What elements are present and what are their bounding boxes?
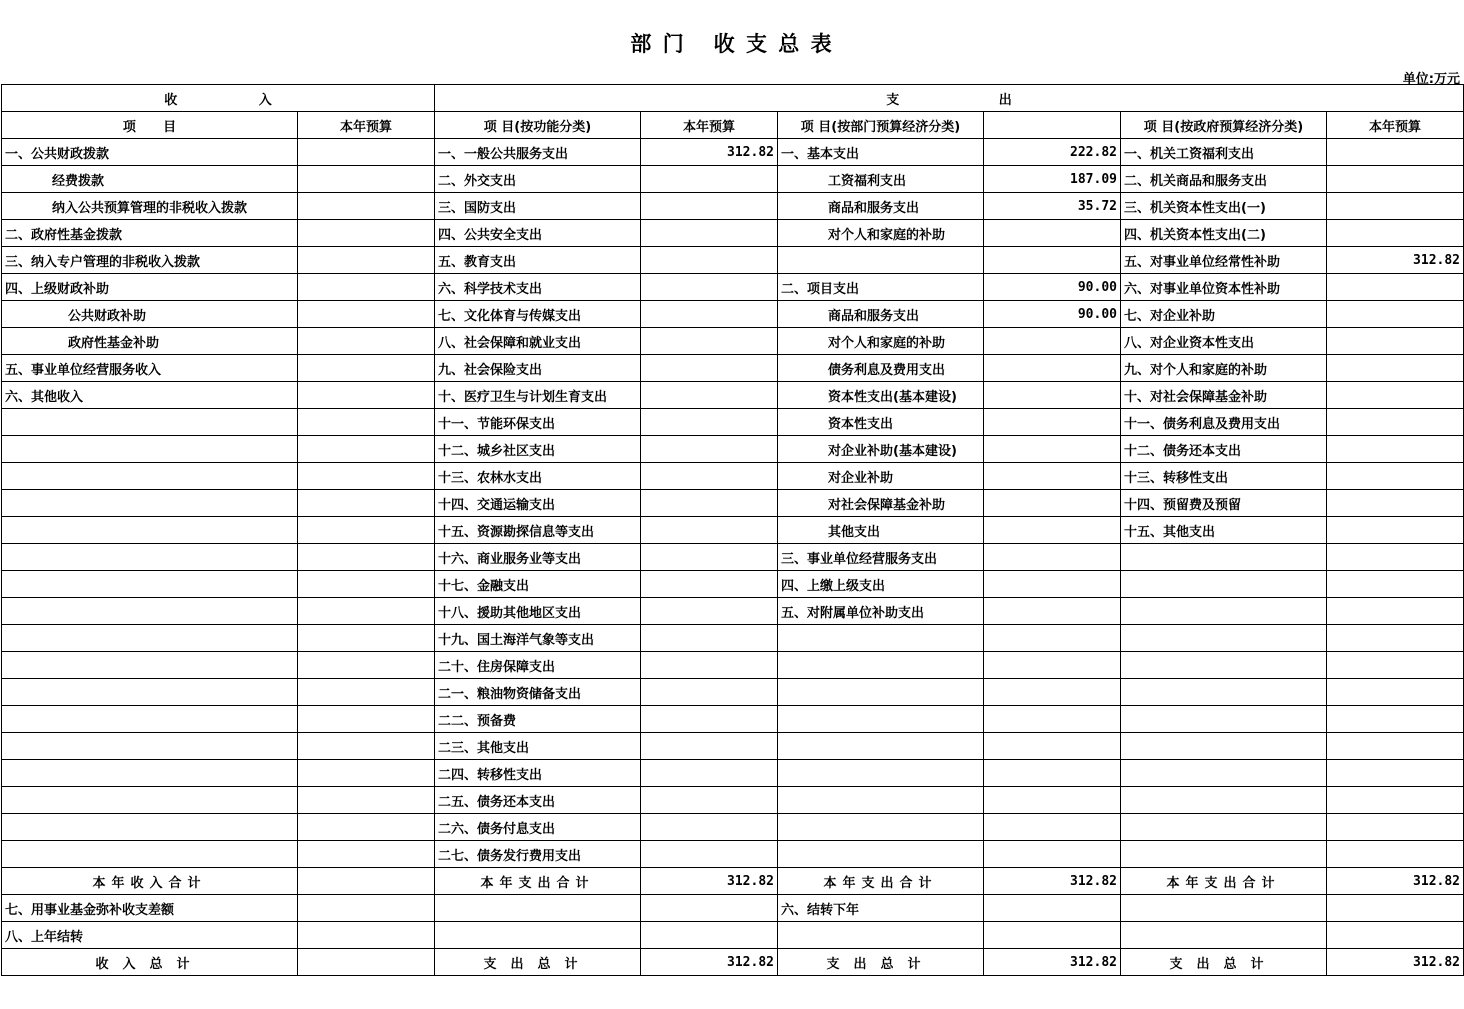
table-row [2,922,1464,949]
dept-budget [984,517,1121,544]
func-budget [641,895,778,922]
gov-item: 七、对企业补助 [1121,301,1327,328]
income-item [2,517,298,544]
func-budget [641,814,778,841]
func-budget [641,598,778,625]
dept-item [778,814,984,841]
gov-item [1121,787,1327,814]
section-expense: 支 出 [435,85,1464,112]
func-budget [641,166,778,193]
dept-item: 对个人和家庭的补助 [778,220,984,247]
section-income: 收 入 [2,85,435,112]
gov-item: 十二、债务还本支出 [1121,436,1327,463]
income-budget [298,787,435,814]
func-budget [641,220,778,247]
gov-budget: 312.82 [1327,247,1464,274]
table-row [2,625,1464,652]
dept-item: 六、结转下年 [778,895,984,922]
gov-budget [1327,814,1464,841]
income-item [2,409,298,436]
gov-item: 五、对事业单位经常性补助 [1121,247,1327,274]
gov-budget [1327,544,1464,571]
table-row [2,733,1464,760]
dept-item: 资本性支出(基本建设) [778,382,984,409]
income-item [2,544,298,571]
table-row [2,274,1464,301]
table-row [2,706,1464,733]
gov-item [1121,571,1327,598]
dept-budget [984,652,1121,679]
func-item: 十六、商业服务业等支出 [435,544,641,571]
income-item: 六、其他收入 [2,382,298,409]
dept-budget [984,355,1121,382]
dept-budget [984,895,1121,922]
income-item: 四、上级财政补助 [2,274,298,301]
table-row [2,544,1464,571]
gov-item [1121,733,1327,760]
dept-budget [984,787,1121,814]
table-row [2,301,1464,328]
header-dept-item: 项 目(按部门预算经济分类) [778,112,984,139]
page-title: 部 门 收 支 总 表 [630,32,834,56]
dept-item: 一、基本支出 [778,139,984,166]
income-item [2,571,298,598]
dept-budget: 312.82 [984,868,1121,895]
table-row [2,409,1464,436]
income-item [2,463,298,490]
dept-item: 支出总计 [778,949,984,976]
budget-table [1,84,1464,976]
unit-label: 单位:万元 [1402,72,1460,87]
income-item: 二、政府性基金拨款 [2,220,298,247]
func-budget [641,247,778,274]
income-item: 纳入公共预算管理的非税收入拨款 [2,193,298,220]
gov-budget [1327,490,1464,517]
dept-budget [984,841,1121,868]
dept-item: 工资福利支出 [778,166,984,193]
func-budget: 312.82 [641,139,778,166]
income-item [2,490,298,517]
income-budget [298,166,435,193]
table-row [2,814,1464,841]
gov-item [1121,895,1327,922]
func-budget [641,787,778,814]
dept-budget: 187.09 [984,166,1121,193]
gov-item: 支出总计 [1121,949,1327,976]
income-budget [298,220,435,247]
income-item [2,841,298,868]
func-item: 一、一般公共服务支出 [435,139,641,166]
section-header-row [2,85,1464,112]
income-budget [298,895,435,922]
func-item: 五、教育支出 [435,247,641,274]
dept-budget [984,733,1121,760]
gov-budget [1327,193,1464,220]
table-row [2,220,1464,247]
income-budget [298,814,435,841]
gov-item [1121,598,1327,625]
dept-item [778,787,984,814]
gov-item [1121,679,1327,706]
gov-item: 十三、转移性支出 [1121,463,1327,490]
gov-budget [1327,598,1464,625]
table-row [2,490,1464,517]
func-budget [641,463,778,490]
table-row [2,652,1464,679]
func-budget [641,301,778,328]
column-header-row [2,112,1464,139]
income-budget [298,328,435,355]
func-budget [641,193,778,220]
dept-budget [984,922,1121,949]
dept-budget: 222.82 [984,139,1121,166]
gov-budget [1327,922,1464,949]
func-budget: 312.82 [641,949,778,976]
func-item: 十八、援助其他地区支出 [435,598,641,625]
dept-item: 本年支出合计 [778,868,984,895]
income-budget [298,598,435,625]
dept-budget [984,760,1121,787]
dept-item: 五、对附属单位补助支出 [778,598,984,625]
dept-item [778,625,984,652]
income-item [2,787,298,814]
dept-budget [984,706,1121,733]
income-budget [298,247,435,274]
income-item: 经费拨款 [2,166,298,193]
dept-budget [984,247,1121,274]
dept-item [778,247,984,274]
dept-item: 三、事业单位经营服务支出 [778,544,984,571]
income-budget [298,436,435,463]
func-budget [641,625,778,652]
func-budget [641,436,778,463]
table-row [2,679,1464,706]
header-func-item: 项 目(按功能分类) [435,112,641,139]
table-row [2,760,1464,787]
func-item: 三、国防支出 [435,193,641,220]
func-budget [641,544,778,571]
income-budget [298,544,435,571]
gov-item: 九、对个人和家庭的补助 [1121,355,1327,382]
header-func-budget: 本年预算 [641,112,778,139]
gov-item: 十四、预留费及预留 [1121,490,1327,517]
func-item: 二、外交支出 [435,166,641,193]
gov-item: 四、机关资本性支出(二) [1121,220,1327,247]
header-dept-budget [984,112,1121,139]
func-item: 十三、农林水支出 [435,463,641,490]
dept-item [778,841,984,868]
gov-budget [1327,571,1464,598]
gov-item: 一、机关工资福利支出 [1121,139,1327,166]
table-row [2,355,1464,382]
dept-item [778,652,984,679]
func-item: 十九、国土海洋气象等支出 [435,625,641,652]
dept-item: 对社会保障基金补助 [778,490,984,517]
income-item [2,652,298,679]
dept-item: 商品和服务支出 [778,193,984,220]
func-budget [641,679,778,706]
func-item: 九、社会保险支出 [435,355,641,382]
gov-budget [1327,517,1464,544]
dept-item: 对企业补助(基本建设) [778,436,984,463]
func-item: 二七、债务发行费用支出 [435,841,641,868]
dept-item: 资本性支出 [778,409,984,436]
gov-item: 三、机关资本性支出(一) [1121,193,1327,220]
func-budget [641,733,778,760]
func-item: 二四、转移性支出 [435,760,641,787]
table-row [2,139,1464,166]
income-item: 政府性基金补助 [2,328,298,355]
func-item: 六、科学技术支出 [435,274,641,301]
table-row [2,436,1464,463]
gov-budget [1327,139,1464,166]
gov-budget [1327,166,1464,193]
income-budget [298,193,435,220]
income-item [2,598,298,625]
gov-budget [1327,706,1464,733]
dept-item: 商品和服务支出 [778,301,984,328]
dept-budget [984,625,1121,652]
func-item: 十四、交通运输支出 [435,490,641,517]
func-budget [641,274,778,301]
func-item: 二二、预备费 [435,706,641,733]
income-budget [298,409,435,436]
gov-budget: 312.82 [1327,949,1464,976]
income-item: 七、用事业基金弥补收支差额 [2,895,298,922]
table-row [2,598,1464,625]
gov-item [1121,706,1327,733]
func-budget [641,517,778,544]
gov-budget [1327,679,1464,706]
gov-item [1121,922,1327,949]
dept-budget [984,544,1121,571]
income-item [2,625,298,652]
func-item: 八、社会保障和就业支出 [435,328,641,355]
income-item: 收入总计 [2,949,298,976]
func-item: 二五、债务还本支出 [435,787,641,814]
income-item: 三、纳入专户管理的非税收入拨款 [2,247,298,274]
dept-item: 其他支出 [778,517,984,544]
dept-budget [984,382,1121,409]
func-item: 十、医疗卫生与计划生育支出 [435,382,641,409]
dept-item [778,733,984,760]
dept-budget [984,436,1121,463]
gov-item: 六、对事业单位资本性补助 [1121,274,1327,301]
func-budget [641,706,778,733]
gov-item [1121,841,1327,868]
gov-budget [1327,409,1464,436]
table-row [2,895,1464,922]
gov-budget [1327,733,1464,760]
dept-budget: 312.82 [984,949,1121,976]
gov-budget [1327,220,1464,247]
income-budget [298,490,435,517]
income-budget [298,139,435,166]
func-item: 二一、粮油物资储备支出 [435,679,641,706]
dept-budget: 90.00 [984,301,1121,328]
income-item [2,814,298,841]
dept-budget: 35.72 [984,193,1121,220]
income-item [2,436,298,463]
income-budget [298,625,435,652]
income-budget [298,868,435,895]
income-budget [298,517,435,544]
table-row [2,328,1464,355]
dept-budget [984,463,1121,490]
table-row [2,841,1464,868]
table-row [2,382,1464,409]
income-budget [298,733,435,760]
gov-item [1121,544,1327,571]
dept-budget [984,490,1121,517]
income-item: 本年收入合计 [2,868,298,895]
dept-item [778,706,984,733]
gov-item [1121,625,1327,652]
dept-budget [984,679,1121,706]
gov-budget [1327,328,1464,355]
table-row [2,571,1464,598]
gov-item: 十、对社会保障基金补助 [1121,382,1327,409]
table-row [2,787,1464,814]
table-row [2,166,1464,193]
income-item: 一、公共财政拨款 [2,139,298,166]
gov-budget [1327,625,1464,652]
dept-budget [984,220,1121,247]
income-budget [298,301,435,328]
income-item: 公共财政补助 [2,301,298,328]
income-item: 五、事业单位经营服务收入 [2,355,298,382]
func-item [435,895,641,922]
gov-item: 十五、其他支出 [1121,517,1327,544]
gov-item [1121,760,1327,787]
gov-budget [1327,301,1464,328]
func-budget: 312.82 [641,868,778,895]
dept-budget [984,409,1121,436]
income-budget [298,760,435,787]
header-income-item: 项 目 [2,112,298,139]
header-gov-budget: 本年预算 [1327,112,1464,139]
income-item [2,760,298,787]
gov-budget [1327,895,1464,922]
gov-budget [1327,787,1464,814]
func-budget [641,328,778,355]
func-budget [641,571,778,598]
table-row [2,463,1464,490]
income-budget [298,922,435,949]
dept-item [778,760,984,787]
func-budget [641,652,778,679]
func-item: 二三、其他支出 [435,733,641,760]
func-item: 四、公共安全支出 [435,220,641,247]
func-item [435,922,641,949]
gov-item: 十一、债务利息及费用支出 [1121,409,1327,436]
func-item: 十五、资源勘探信息等支出 [435,517,641,544]
income-budget [298,571,435,598]
gov-budget [1327,760,1464,787]
gov-budget [1327,355,1464,382]
gov-budget [1327,436,1464,463]
income-budget [298,382,435,409]
gov-budget [1327,382,1464,409]
income-budget [298,949,435,976]
dept-budget [984,598,1121,625]
table-row [2,517,1464,544]
income-item [2,733,298,760]
header-income-budget: 本年预算 [298,112,435,139]
func-item: 七、文化体育与传媒支出 [435,301,641,328]
func-item: 十七、金融支出 [435,571,641,598]
func-budget [641,490,778,517]
dept-item: 四、上缴上级支出 [778,571,984,598]
dept-budget [984,571,1121,598]
func-budget [641,355,778,382]
income-item [2,706,298,733]
income-budget [298,706,435,733]
gov-item [1121,652,1327,679]
dept-budget: 90.00 [984,274,1121,301]
gov-item: 二、机关商品和服务支出 [1121,166,1327,193]
gov-item [1121,814,1327,841]
income-item [2,679,298,706]
func-item: 本年支出合计 [435,868,641,895]
income-budget [298,652,435,679]
income-item: 八、上年结转 [2,922,298,949]
gov-budget [1327,463,1464,490]
table-row [2,247,1464,274]
func-item: 二六、债务付息支出 [435,814,641,841]
dept-item: 对个人和家庭的补助 [778,328,984,355]
income-budget [298,274,435,301]
gov-item: 八、对企业资本性支出 [1121,328,1327,355]
func-budget [641,760,778,787]
header-gov-item: 项 目(按政府预算经济分类) [1121,112,1327,139]
income-budget [298,355,435,382]
dept-budget [984,328,1121,355]
func-item: 支出总计 [435,949,641,976]
func-budget [641,409,778,436]
func-item: 十二、城乡社区支出 [435,436,641,463]
dept-item [778,922,984,949]
dept-item: 二、项目支出 [778,274,984,301]
total-row [2,949,1464,976]
func-budget [641,922,778,949]
gov-item: 本年支出合计 [1121,868,1327,895]
income-budget [298,679,435,706]
func-item: 二十、住房保障支出 [435,652,641,679]
income-budget [298,841,435,868]
func-budget [641,841,778,868]
gov-budget [1327,841,1464,868]
dept-item: 债务利息及费用支出 [778,355,984,382]
func-item: 十一、节能环保支出 [435,409,641,436]
income-budget [298,463,435,490]
dept-item [778,679,984,706]
subtotal-row [2,868,1464,895]
dept-budget [984,814,1121,841]
gov-budget [1327,652,1464,679]
gov-budget: 312.82 [1327,868,1464,895]
table-row [2,193,1464,220]
dept-item: 对企业补助 [778,463,984,490]
func-budget [641,382,778,409]
gov-budget [1327,274,1464,301]
